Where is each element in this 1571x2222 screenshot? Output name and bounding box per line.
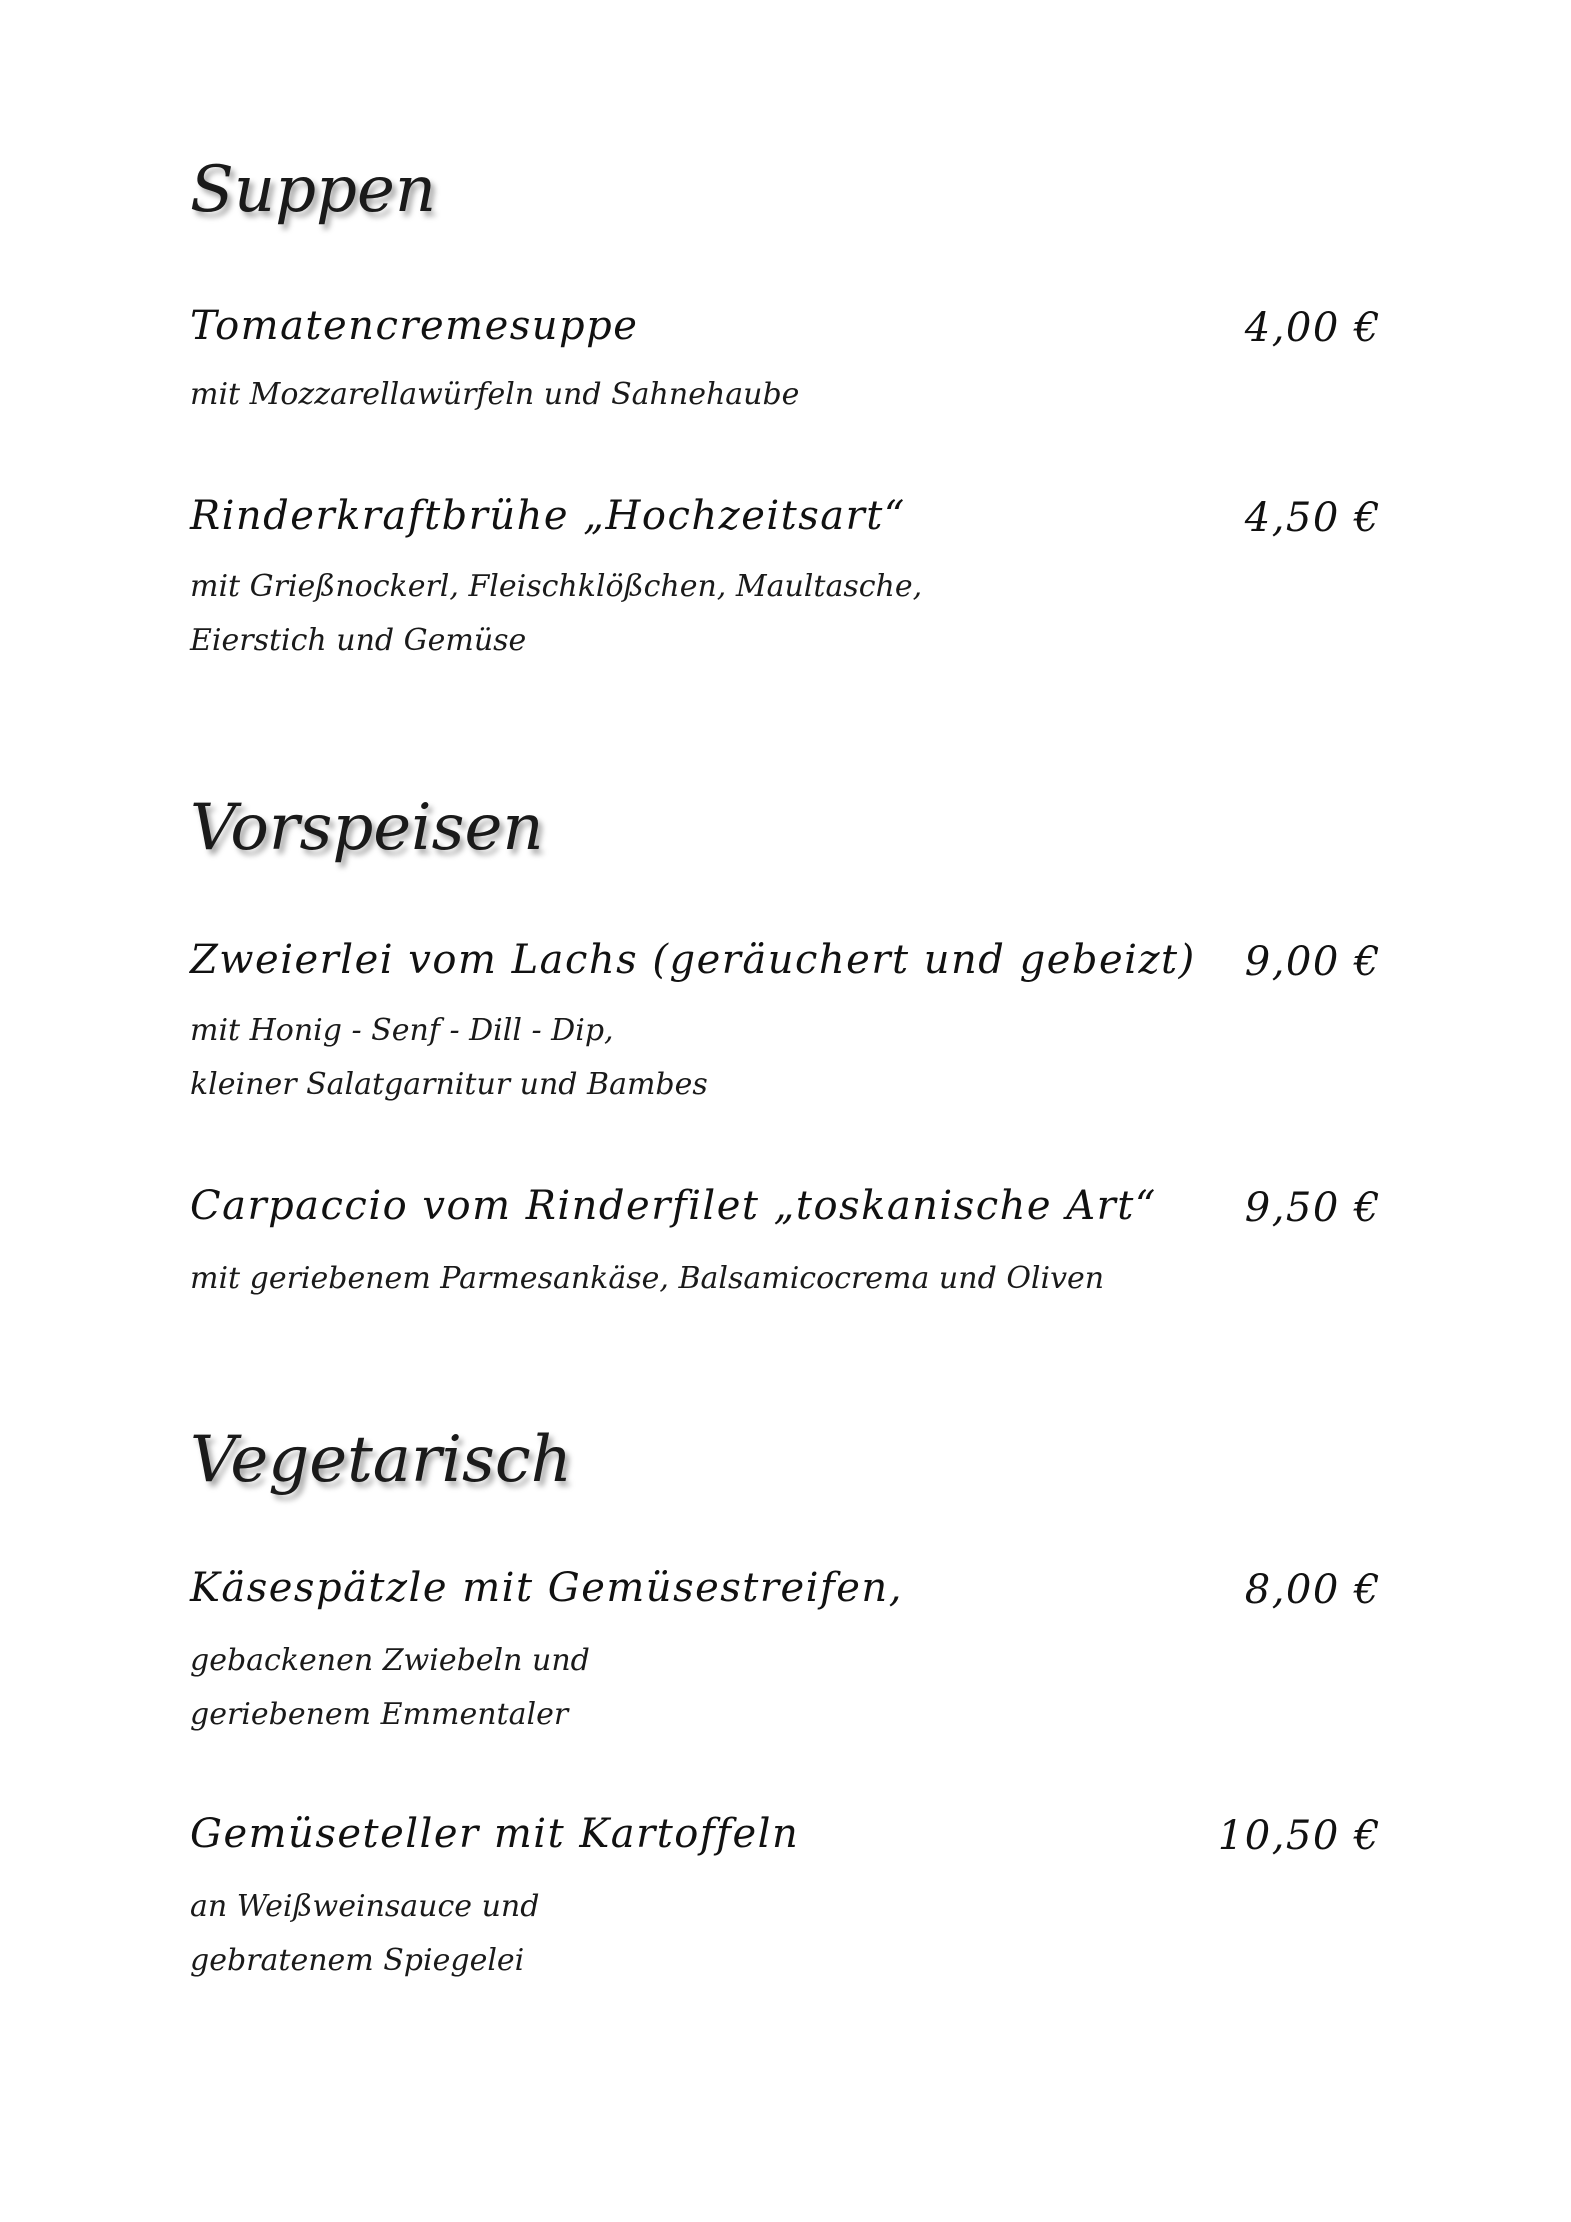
item-name: Tomatencremesuppe xyxy=(190,303,639,349)
item-name: Rinderkraftbrühe „Hochzeitsart“ xyxy=(190,493,906,539)
item-name: Carpaccio vom Rinderfilet „toskanische Art“ xyxy=(190,1183,1157,1229)
item-description-line: mit Grießnockerl, Fleischklößchen, Maultasche, xyxy=(190,569,923,604)
item-name: Käsespätzle mit Gemüsestreifen, xyxy=(190,1565,903,1611)
item-description xyxy=(190,560,922,668)
item-description-line: gebackenen Zwiebeln und xyxy=(190,1643,590,1678)
item-description-line: kleiner Salatgarnitur und Bambes xyxy=(190,1067,708,1102)
section-title-vegetarisch: Vegetarisch xyxy=(190,1423,572,1497)
item-price: 8,00 € xyxy=(1244,1567,1381,1613)
section-title-suppen: Suppen xyxy=(190,153,437,227)
item-price: 4,50 € xyxy=(1244,495,1381,541)
item-description xyxy=(190,1880,539,1988)
item-description-line: gebratenem Spiegelei xyxy=(190,1943,525,1978)
section-title-vorspeisen: Vorspeisen xyxy=(190,791,544,865)
item-description xyxy=(190,1252,1104,1306)
item-price: 9,00 € xyxy=(1244,939,1381,985)
item-price: 9,50 € xyxy=(1244,1185,1381,1231)
item-description-line: an Weißweinsauce und xyxy=(190,1889,540,1924)
item-description-line: Eierstich und Gemüse xyxy=(190,623,527,658)
item-price: 4,00 € xyxy=(1244,305,1381,351)
item-description-line: geriebenem Emmentaler xyxy=(190,1697,569,1732)
item-description-line: mit Mozzarellawürfeln und Sahnehaube xyxy=(190,377,800,412)
item-price: 10,50 € xyxy=(1217,1813,1381,1859)
item-description xyxy=(190,368,799,422)
item-name: Gemüseteller mit Kartoffeln xyxy=(190,1811,800,1857)
item-description-line: mit geriebenem Parmesankäse, Balsamicocrema und Oliven xyxy=(190,1261,1105,1296)
item-name: Zweierlei vom Lachs (geräuchert und gebeizt) xyxy=(190,937,1196,983)
item-description xyxy=(190,1634,590,1742)
item-description xyxy=(190,1004,708,1112)
item-description-line: mit Honig - Senf - Dill - Dip, xyxy=(190,1013,614,1048)
